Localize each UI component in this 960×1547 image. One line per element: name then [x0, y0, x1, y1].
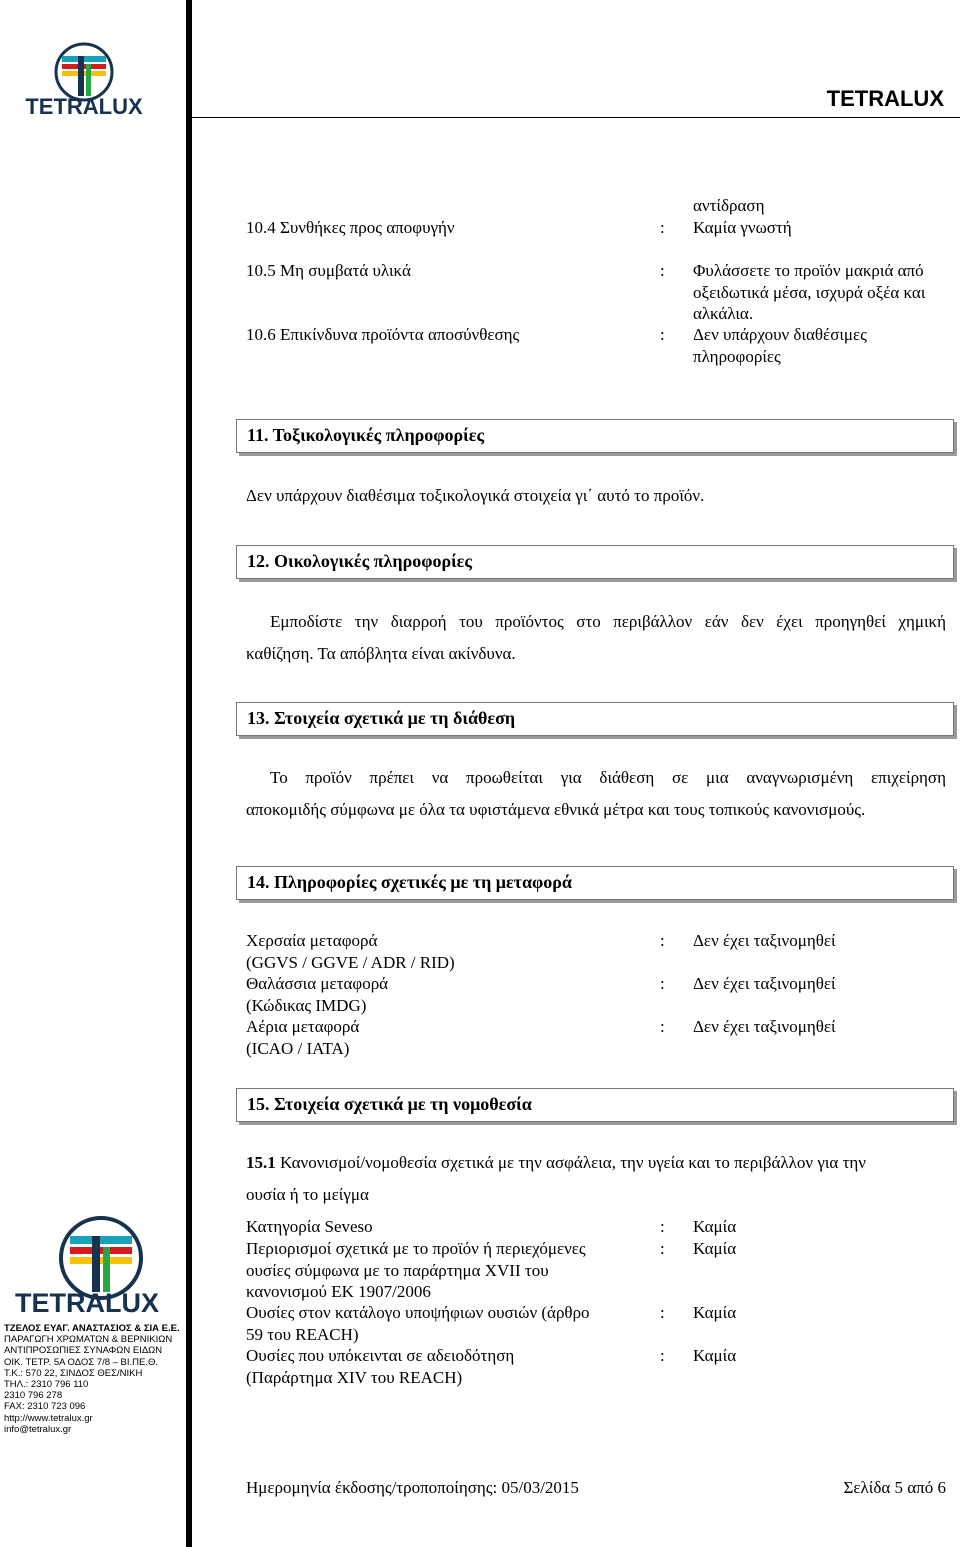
s10-5-value-line: Φυλάσσετε το προϊόν μακριά από [693, 261, 924, 280]
colon: : [660, 1217, 665, 1236]
header-rule [192, 117, 960, 118]
s15-1-number: 15.1 [246, 1153, 276, 1172]
s10-5-label: 10.5 Μη συμβατά υλικά [246, 261, 411, 280]
transport-land-codes: (GGVS / GGVE / ADR / RID) [246, 953, 455, 972]
s10-4-value: Καμία γνωστή [693, 218, 792, 237]
s10-4-label: 10.4 Συνθήκες προς αποφυγήν [246, 218, 455, 237]
company-name: ΤΖΕΛΟΣ ΕΥΑΓ. ΑΝΑΣΤΑΣΙΟΣ & ΣΙΑ Ε.Ε. [4, 1323, 180, 1334]
transport-air-value: Δεν έχει ταξινομηθεί [693, 1017, 836, 1036]
s13-line: αποκομιδής σύμφωνα με όλα τα υφιστάμενα εθνικά μέτρα και τους τοπικούς κανονισμούς. [246, 800, 866, 819]
section-13-heading [236, 702, 954, 736]
s11-text: Δεν υπάρχουν διαθέσιμα τοξικολογικά στοιχεία γι΄ αυτό το προϊόν. [246, 486, 705, 505]
transport-air-label: Αέρια μεταφορά [246, 1017, 360, 1036]
margin-rule [186, 0, 192, 1547]
colon: : [660, 974, 665, 993]
tetralux-logo-top [22, 42, 146, 120]
company-line: ΟΙΚ. ΤΕΤΡ. 5Α ΟΔΟΣ 7/8 – ΒΙ.ΠΕ.Θ. [4, 1356, 159, 1368]
company-phone: 2310 796 278 [4, 1390, 63, 1402]
tetralux-logo-bottom [6, 1216, 168, 1316]
colon: : [660, 1017, 665, 1036]
colon: : [660, 1346, 665, 1365]
section-title: 15. Στοιχεία σχετικά με τη νομοθεσία [247, 1094, 532, 1114]
company-phone: ΤΗΛ.: 2310 796 110 [4, 1379, 89, 1391]
s10-5-value-line: οξειδωτικά μέσα, ισχυρά οξέα και [693, 283, 926, 302]
section-14-heading [236, 866, 954, 900]
s12-line: Εμποδίστε την διαρροή του προϊόντος στο περιβάλλον εάν δεν έχει προηγηθεί χημική [270, 612, 946, 631]
company-line: ΑΝΤΙΠΡΟΣΩΠΙΕΣ ΣΥΝΑΦΩΝ ΕΙΔΩΝ [4, 1345, 163, 1357]
colon: : [660, 261, 665, 280]
s15-1-text: Κανονισμοί/νομοθεσία σχετικά με την ασφάλεια, την υγεία και το περιβάλλον για την [280, 1153, 866, 1172]
section-title: 12. Οικολογικές πληροφορίες [247, 551, 472, 571]
transport-air-codes: (ICAO / IATA) [246, 1039, 350, 1058]
reg-authorisation-label: Ουσίες που υπόκεινται σε αδειοδότηση [246, 1346, 515, 1365]
reg-candidate-label: Ουσίες στον κατάλογο υποψήφιων ουσιών (άρθρο [246, 1303, 590, 1322]
footer-page-number: Σελίδα 5 από 6 [843, 1478, 946, 1497]
transport-land-value: Δεν έχει ταξινομηθεί [693, 931, 836, 950]
reg-authorisation-label: (Παράρτημα XIV του REACH) [246, 1368, 463, 1387]
colon: : [660, 1303, 665, 1322]
company-line: Τ.Κ.: 570 22, ΣΙΝΔΟΣ ΘΕΣ/ΝΙΚΗ [4, 1367, 143, 1379]
colon: : [660, 218, 665, 237]
transport-sea-codes: (Κώδικας IMDG) [246, 996, 367, 1015]
company-contact [4, 1323, 180, 1435]
reg-candidate-label: 59 του REACH) [246, 1325, 359, 1344]
transport-sea-value: Δεν έχει ταξινομηθεί [693, 974, 836, 993]
section-11-heading [236, 419, 954, 453]
reg-authorisation-value: Καμία [693, 1346, 737, 1365]
prev-value-tail: αντίδραση [693, 196, 765, 215]
colon: : [660, 1239, 665, 1258]
s10-6-value-line: πληροφορίες [693, 347, 781, 366]
brand-name: TETRALUX [826, 86, 944, 111]
company-line: ΠΑΡΑΓΩΓΗ ΧΡΩΜΑΤΩΝ & ΒΕΡΝΙΚΙΩΝ [4, 1334, 173, 1346]
transport-land-label: Χερσαία μεταφορά [246, 931, 378, 950]
section-15-heading [236, 1088, 954, 1122]
footer-date: Ημερομηνία έκδοσης/τροποποίησης: 05/03/2015 [246, 1478, 579, 1497]
reg-restrictions-value: Καμία [693, 1239, 737, 1258]
reg-seveso-label: Κατηγορία Seveso [246, 1217, 373, 1236]
section-12-heading [236, 545, 954, 579]
reg-restrictions-label: κανονισμού ΕΚ 1907/2006 [246, 1282, 431, 1301]
s10-5-value-line: αλκάλια. [693, 304, 754, 323]
s15-1-heading [246, 1152, 866, 1174]
company-email-link[interactable]: info@tetralux.gr [4, 1423, 72, 1435]
transport-sea-label: Θαλάσσια μεταφορά [246, 974, 389, 993]
colon: : [660, 931, 665, 950]
reg-restrictions-label: Περιορισμοί σχετικά με το προϊόν ή περιεχόμενες [246, 1239, 586, 1258]
s10-6-label: 10.6 Επικίνδυνα προϊόντα αποσύνθεσης [246, 325, 520, 344]
section-title: 14. Πληροφορίες σχετικές με τη μεταφορά [247, 872, 572, 892]
s10-6-value-line: Δεν υπάρχουν διαθέσιμες [693, 325, 867, 344]
s13-line: Το προϊόν πρέπει να προωθείται για διάθεση σε μια αναγνωρισμένη επιχείρηση [270, 768, 946, 787]
logo-wordmark: TETRALUX [25, 94, 143, 119]
section-title: 11. Τοξικολογικές πληροφορίες [247, 425, 485, 445]
s12-line: καθίζηση. Τα απόβλητα είναι ακίνδυνα. [246, 644, 516, 663]
company-website-link[interactable]: http://www.tetralux.gr [4, 1412, 93, 1424]
s15-1-text-cont: ουσία ή το μείγμα [246, 1185, 369, 1204]
reg-candidate-value: Καμία [693, 1303, 737, 1322]
reg-seveso-value: Καμία [693, 1217, 737, 1236]
reg-restrictions-label: ουσίες σύμφωνα με το παράρτημα XVII του [246, 1261, 549, 1280]
section-title: 13. Στοιχεία σχετικά με τη διάθεση [247, 708, 516, 728]
company-fax: FAX: 2310 723 096 [4, 1401, 86, 1413]
colon: : [660, 325, 665, 344]
logo-wordmark: TETRALUX [15, 1288, 159, 1316]
